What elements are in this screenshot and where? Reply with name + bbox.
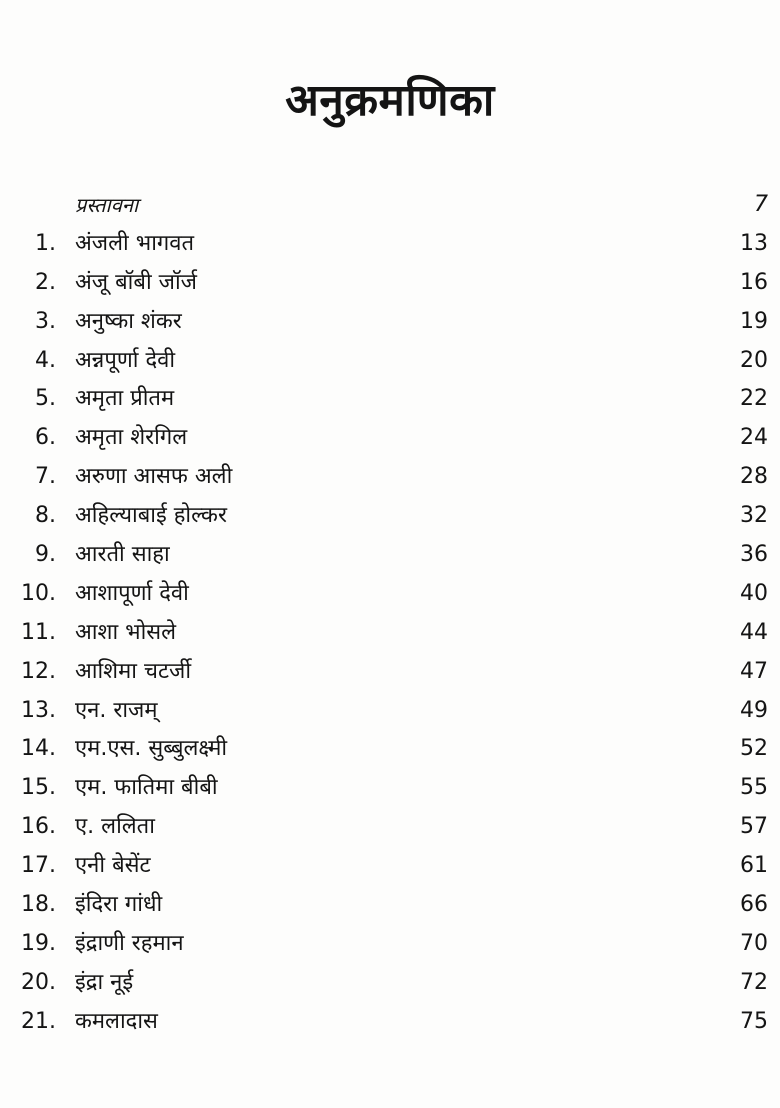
toc-entry-page: 7 xyxy=(754,192,768,217)
toc-entry-page: 36 xyxy=(740,542,768,568)
toc-entry-label: अन्नपूर्णा देवी xyxy=(75,347,176,373)
toc-entry xyxy=(0,575,780,614)
toc-entry-number: 8. xyxy=(35,503,56,529)
toc-entry-page: 19 xyxy=(740,308,768,334)
toc-entry-page: 20 xyxy=(740,347,768,373)
toc-entry-number: 9. xyxy=(35,542,56,568)
toc-entry-label: एम. फातिमा बीबी xyxy=(75,775,218,801)
toc-entry-label: एन. राजम् xyxy=(75,697,158,723)
toc-entry xyxy=(0,303,780,342)
toc-entry xyxy=(0,886,780,925)
toc-entry-label: अहिल्याबाई होल्कर xyxy=(75,503,227,529)
toc-entry xyxy=(0,614,780,653)
toc-entry-page: 70 xyxy=(740,930,768,956)
toc-entry-number: 2. xyxy=(35,269,56,295)
toc-entry-label: आशा भोसले xyxy=(75,619,177,645)
toc-entry-page: 44 xyxy=(740,619,768,645)
toc-entry-page: 28 xyxy=(740,464,768,490)
toc-entry xyxy=(0,964,780,1003)
toc-entry xyxy=(0,769,780,808)
toc-entry-page: 22 xyxy=(740,386,768,412)
toc-entry-number: 20. xyxy=(21,969,56,995)
toc-entry xyxy=(0,847,780,886)
toc-entry xyxy=(0,692,780,731)
toc-entry-label: आशापूर्णा देवी xyxy=(75,580,189,606)
toc-entry-label: एनी बेसेंट xyxy=(75,853,151,879)
toc-entry xyxy=(0,653,780,692)
toc-entry-page: 49 xyxy=(740,697,768,723)
toc-entry xyxy=(0,808,780,847)
toc-entry xyxy=(0,264,780,303)
toc-entry-page: 13 xyxy=(740,230,768,256)
toc-entry-label: ए. ललिता xyxy=(75,814,155,840)
toc-entry-number: 13. xyxy=(21,697,56,723)
table-of-contents xyxy=(0,186,780,1042)
toc-entry-number: 5. xyxy=(35,386,56,412)
toc-entry-page: 66 xyxy=(740,892,768,918)
toc-entry-page: 40 xyxy=(740,580,768,606)
toc-entry-number: 1. xyxy=(35,230,56,256)
toc-entry-label: अनुष्का शंकर xyxy=(75,308,182,334)
toc-entry-intro xyxy=(0,186,780,225)
toc-entry-page: 75 xyxy=(740,1008,768,1034)
toc-entry-label: इंदिरा गांधी xyxy=(75,892,163,918)
toc-entry xyxy=(0,380,780,419)
toc-entry-number: 12. xyxy=(21,658,56,684)
toc-entry-label: इंद्रा नूई xyxy=(75,969,134,995)
toc-entry-label: अंजू बॉबी जॉर्ज xyxy=(75,269,197,295)
toc-entry-number: 3. xyxy=(35,308,56,334)
toc-entry xyxy=(0,419,780,458)
toc-entry-label: इंद्राणी रहमान xyxy=(75,930,184,956)
toc-entry-page: 52 xyxy=(740,736,768,762)
toc-entry-number: 7. xyxy=(35,464,56,490)
toc-entry-number: 16. xyxy=(21,814,56,840)
toc-entry-label: अमृता प्रीतम xyxy=(75,386,175,412)
toc-entry xyxy=(0,225,780,264)
toc-entry xyxy=(0,342,780,381)
toc-entry xyxy=(0,497,780,536)
toc-entry xyxy=(0,730,780,769)
toc-entry-number: 4. xyxy=(35,347,56,373)
toc-entry-label: एम.एस. सुब्बुलक्ष्मी xyxy=(75,736,228,762)
toc-entry-number: 17. xyxy=(21,853,56,879)
toc-entry xyxy=(0,536,780,575)
toc-entry-page: 55 xyxy=(740,775,768,801)
toc-entry-number: 19. xyxy=(21,930,56,956)
toc-entry xyxy=(0,925,780,964)
toc-entry-number: 6. xyxy=(35,425,56,451)
toc-entry xyxy=(0,458,780,497)
toc-entry-label: अरुणा आसफ अली xyxy=(75,464,233,490)
toc-entry-page: 47 xyxy=(740,658,768,684)
toc-entry-page: 57 xyxy=(740,814,768,840)
toc-entry-page: 61 xyxy=(740,853,768,879)
toc-entry xyxy=(0,1003,780,1042)
toc-entry-number: 14. xyxy=(21,736,56,762)
toc-entry-number: 11. xyxy=(21,619,56,645)
toc-entry-label: प्रस्तावना xyxy=(75,193,139,217)
toc-entry-number: 10. xyxy=(21,580,56,606)
toc-entry-page: 24 xyxy=(740,425,768,451)
toc-entry-number: 21. xyxy=(21,1008,56,1034)
toc-entry-label: आरती साहा xyxy=(75,542,170,568)
page-title: अनुक्रमणिका xyxy=(285,75,495,126)
toc-entry-number: 18. xyxy=(21,892,56,918)
toc-entry-page: 32 xyxy=(740,503,768,529)
toc-entry-label: अमृता शेरगिल xyxy=(75,425,188,451)
toc-entry-label: आशिमा चटर्जी xyxy=(75,658,192,684)
toc-entry-page: 16 xyxy=(740,269,768,295)
toc-entry-label: कमलादास xyxy=(75,1008,158,1034)
toc-entry-number: 15. xyxy=(21,775,56,801)
toc-entry-label: अंजली भागवत xyxy=(75,230,195,256)
toc-entry-page: 72 xyxy=(740,969,768,995)
